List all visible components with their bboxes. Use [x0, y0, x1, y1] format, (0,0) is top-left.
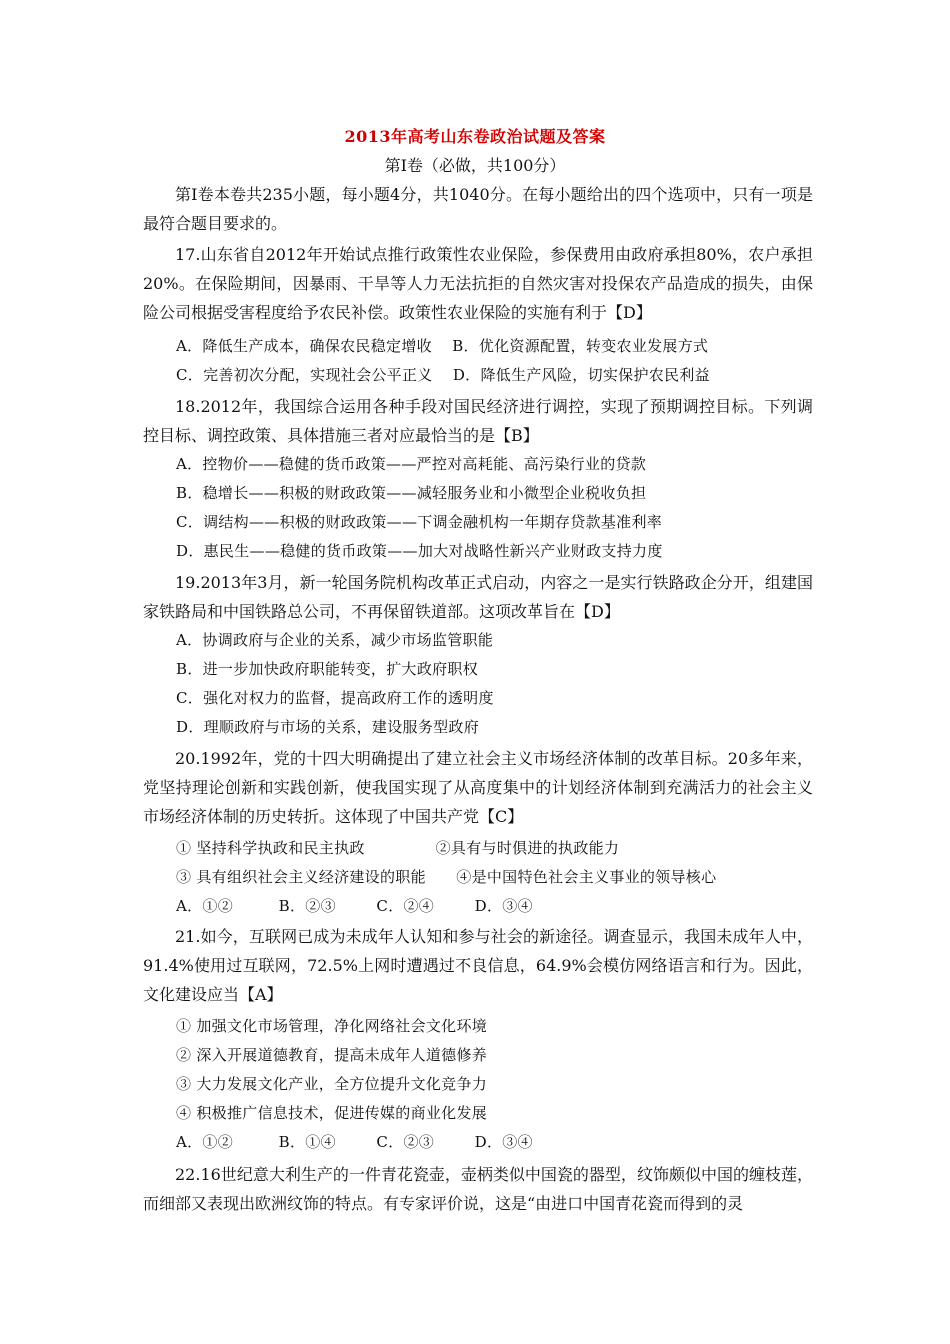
question-18-option-a: A．控物价——稳健的货币政策——严控对高耗能、高污染行业的贷款: [176, 455, 647, 473]
question-20-stem: 20.1992年，党的十四大明确提出了建立社会主义市场经济体制的改革目标。20多年来，党坚持理论创新和实践创新，使我国实现了从高度集中的计划经济体制到充满活力的社会主义市场经济体制的历史转折。这体现了中国共产党【C】: [143, 749, 813, 826]
question-18-option-b: B．稳增长——积极的财政政策——减轻服务业和小微型企业税收负担: [176, 484, 647, 502]
section-subtitle: 第Ⅰ卷（必做，共100分）: [384, 156, 566, 175]
question-21-item-3: ③ 大力发展文化产业，全方位提升文化竞争力: [176, 1075, 488, 1093]
question-20-items-12: ① 坚持科学执政和民主执政 ②具有与时俱进的执政能力: [176, 839, 620, 857]
question-18-stem: 18.2012年，我国综合运用各种手段对国民经济进行调控，实现了预期调控目标。下列调控目标、调控政策、具体措施三者对应最恰当的是【B】: [143, 397, 813, 445]
question-22-stem: 22.16世纪意大利生产的一件青花瓷壶，壶柄类似中国瓷的器型，纹饰颇似中国的缠枝莲，而细部又表现出欧洲纹饰的特点。有专家评价说，这是“由进口中国青花瓷而得到的灵: [143, 1165, 813, 1213]
question-17-options-cd: C．完善初次分配，实现社会公平正义 D．降低生产风险，切实保护农民利益: [176, 366, 710, 384]
question-21-answers: A．①② B．①④ C．②③ D．③④: [176, 1133, 533, 1151]
question-19-option-c: C．强化对权力的监督，提高政府工作的透明度: [176, 689, 494, 707]
question-18-option-c: C．调结构——积极的财政政策——下调金融机构一年期存贷款基准利率: [176, 513, 663, 531]
question-18-option-d: D．惠民生——稳健的货币政策——加大对战略性新兴产业财政支持力度: [176, 542, 663, 560]
question-20-items-34: ③ 具有组织社会主义经济建设的职能 ④是中国特色社会主义事业的领导核心: [176, 868, 717, 886]
question-21-item-2: ② 深入开展道德教育，提高未成年人道德修养: [176, 1046, 488, 1064]
question-19-stem: 19.2013年3月，新一轮国务院机构改革正式启动，内容之一是实行铁路政企分开，组建国家铁路局和中国铁路总公司，不再保留铁道部。这项改革旨在【D】: [143, 573, 813, 621]
page-title: 2013年高考山东卷政治试题及答案: [344, 127, 606, 146]
question-19-option-a: A．协调政府与企业的关系，减少市场监管职能: [176, 631, 494, 649]
question-19-option-d: D．理顺政府与市场的关系，建设服务型政府: [176, 718, 480, 736]
question-21-item-1: ① 加强文化市场管理，净化网络社会文化环境: [176, 1017, 488, 1035]
question-19-option-b: B．进一步加快政府职能转变，扩大政府职权: [176, 660, 479, 678]
question-20-answers: A．①② B．②③ C．②④ D．③④: [176, 897, 533, 915]
question-21-stem: 21.如今，互联网已成为未成年人认知和参与社会的新途径。调查显示，我国未成年人中，91.4%使用过互联网，72.5%上网时遭遇过不良信息，64.9%会模仿网络语言和行为。因此，文化建设应当【A】: [143, 927, 813, 1004]
question-21-item-4: ④ 积极推广信息技术，促进传媒的商业化发展: [176, 1104, 488, 1122]
question-17-options-ab: A．降低生产成本，确保农民稳定增收 B．优化资源配置，转变农业发展方式: [176, 337, 709, 355]
intro-paragraph: 第Ⅰ卷本卷共235小题，每小题4分，共1040分。在每小题给出的四个选项中，只有一项是最符合题目要求的。: [143, 185, 813, 233]
question-17-stem: 17.山东省自2012年开始试点推行政策性农业保险，参保费用由政府承担80%，农户承担20%。在保险期间，因暴雨、干旱等人力无法抗拒的自然灾害对投保农产品造成的损失，由保险公司根据受害程度给予农民补偿。政策性农业保险的实施有利于【D】: [143, 245, 813, 322]
